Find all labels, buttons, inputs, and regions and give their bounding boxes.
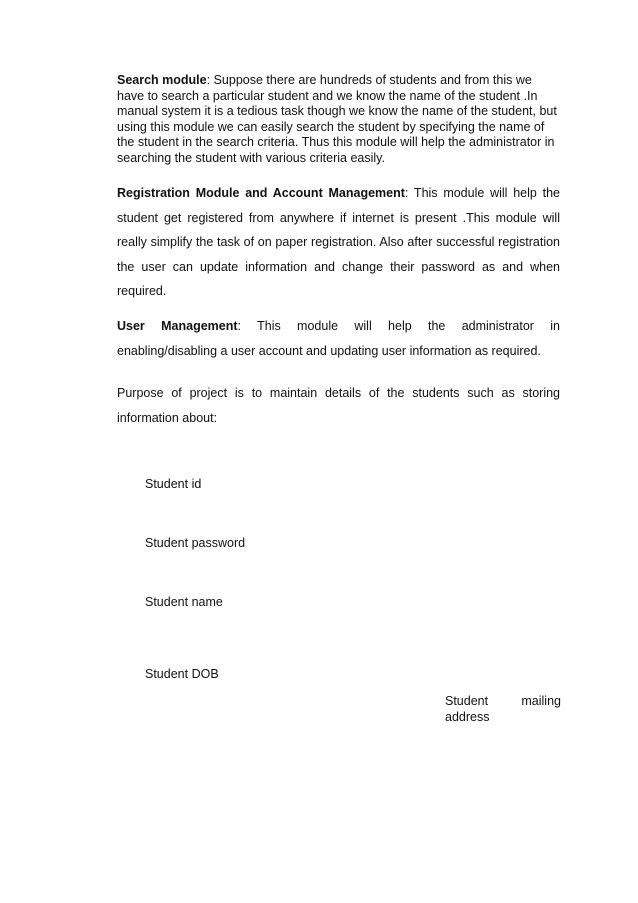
user-management-paragraph: [117, 314, 560, 363]
list-item: Student DOB: [145, 667, 219, 681]
user-management-line-1-text: This module will help the administrator in: [241, 319, 560, 333]
list-item: Student name: [145, 595, 223, 609]
list-item: Student password: [145, 536, 246, 550]
user-management-line-2: enabling/disabling a user account and updating user information as required.: [117, 343, 541, 358]
mailing-address-line-1: [445, 693, 561, 709]
user-management-heading: User Management: [117, 319, 238, 333]
user-management-line-1: [117, 314, 560, 339]
registration-module-separator: :: [404, 186, 409, 200]
search-module-heading: Search module: [117, 73, 207, 87]
registration-module-heading: Registration Module and Account Management: [117, 186, 405, 200]
registration-module-text: This module will help the student get registered from anywhere if internet is present .This module will really simplify the task of on paper registration. Also after successful registration the user can update information and change their password as and when required.: [117, 186, 560, 298]
search-module-text: Suppose there are hundreds of students and from this we have to search a particular student and we know the name of the student .In manual system it is a tedious task though we know the name of the student, but using this module we can easily search the student by specifying the name of the student in the search criteria. Thus this module will help the administrator in searching the student with various criteria easily.: [117, 73, 557, 165]
search-module-paragraph: [117, 73, 560, 166]
registration-module-paragraph: [117, 181, 560, 304]
user-management-separator: :: [237, 319, 242, 333]
purpose-paragraph: Purpose of project is to maintain details of the students such as storing information about:: [117, 386, 560, 425]
list-item: Student id: [145, 477, 202, 491]
mailing-address-line-2: address: [445, 710, 490, 724]
list-item-mailing-address: [445, 693, 561, 725]
mailing-address-word-mailing: mailing: [521, 694, 561, 708]
mailing-address-word-student: Student: [445, 694, 489, 708]
search-module-separator: :: [206, 73, 211, 87]
